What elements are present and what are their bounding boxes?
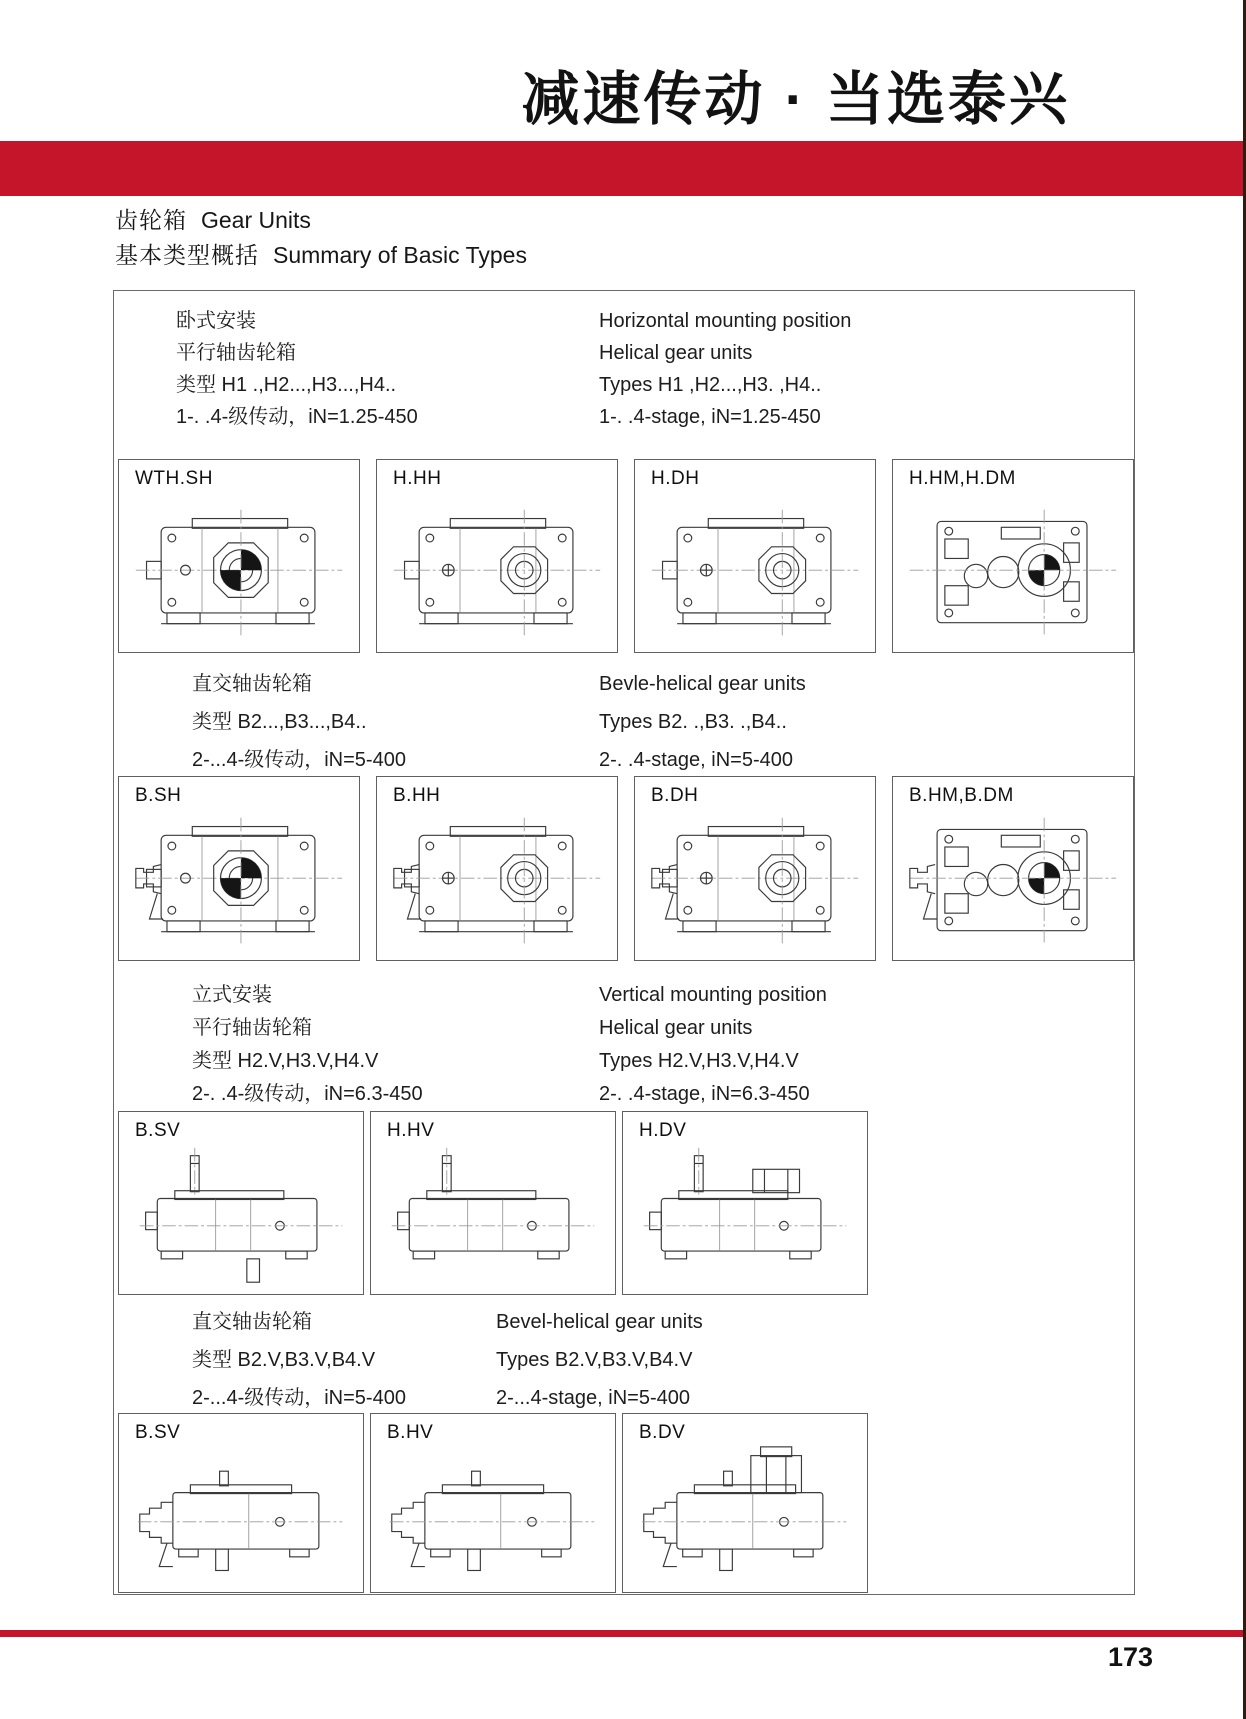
text-line: 立式安装 bbox=[192, 984, 272, 1006]
gear-unit-type-label: B.SV bbox=[135, 1120, 181, 1141]
section-2-text-cn bbox=[192, 665, 406, 779]
text-line: Types H2.V,H3.V,H4.V bbox=[599, 1050, 799, 1072]
gear-unit-type-label: B.SV bbox=[135, 1422, 181, 1443]
gear-unit-drawing bbox=[119, 502, 359, 648]
text-line: 类型 H1 .,H2...,H3...,H4.. bbox=[176, 374, 397, 396]
drawing-box bbox=[118, 1413, 364, 1593]
section-4-text-en bbox=[496, 1303, 703, 1417]
text-line: 1-. .4-级传动，iN=1.25-450 bbox=[176, 406, 418, 428]
gear-unit-drawing bbox=[119, 1442, 363, 1588]
gear-unit-type-label: H.HM,H.DM bbox=[909, 468, 1016, 489]
text-line: 2-...4-stage, iN=5-400 bbox=[496, 1387, 690, 1409]
subheading-line bbox=[115, 238, 527, 273]
text-line: Helical gear units bbox=[599, 1017, 753, 1039]
page-headings bbox=[115, 203, 527, 273]
drawing-box bbox=[118, 1111, 364, 1295]
gear-unit-type-label: H.DV bbox=[639, 1120, 687, 1141]
gear-unit-type-label: B.HV bbox=[387, 1422, 434, 1443]
drawing-box bbox=[622, 1111, 868, 1295]
text-line: 1-. .4-stage, iN=1.25-450 bbox=[599, 406, 821, 428]
text-line: Types H1 ,H2...,H3. ,H4.. bbox=[599, 374, 822, 396]
heading-line bbox=[115, 203, 527, 238]
section-1-text-cn bbox=[176, 305, 418, 433]
text-line: 2-. .4-级传动，iN=6.3-450 bbox=[192, 1083, 423, 1105]
drawing-box bbox=[118, 776, 360, 961]
gear-unit-drawing bbox=[623, 1442, 867, 1588]
text-line: Types B2.V,B3.V,B4.V bbox=[496, 1349, 693, 1371]
page-title: 减速传动 · 当选泰兴 bbox=[521, 67, 1070, 132]
text-line: 直交轴齿轮箱 bbox=[192, 1311, 312, 1333]
section-3-text-cn bbox=[192, 979, 423, 1111]
subheading-cn: 基本类型概括 bbox=[115, 242, 259, 268]
gear-unit-drawing bbox=[635, 502, 875, 648]
drawing-box bbox=[634, 776, 876, 961]
gear-unit-drawing bbox=[371, 1144, 615, 1290]
text-line: Bevel-helical gear units bbox=[496, 1311, 703, 1333]
drawing-box bbox=[376, 776, 618, 961]
drawing-box bbox=[892, 459, 1134, 653]
gear-unit-drawing bbox=[635, 810, 875, 956]
gear-unit-drawing bbox=[377, 502, 617, 648]
drawing-box bbox=[634, 459, 876, 653]
text-line: 平行轴齿轮箱 bbox=[176, 342, 296, 364]
gear-unit-drawing bbox=[371, 1442, 615, 1588]
subheading-en: Summary of Basic Types bbox=[273, 242, 527, 268]
section-2-text-en bbox=[599, 665, 806, 779]
drawing-box bbox=[892, 776, 1134, 961]
gear-unit-drawing bbox=[119, 1144, 363, 1290]
text-line: Horizontal mounting position bbox=[599, 310, 852, 332]
gear-unit-type-label: H.DH bbox=[651, 468, 700, 489]
drawing-box bbox=[376, 459, 618, 653]
drawing-box bbox=[370, 1111, 616, 1295]
text-line: 直交轴齿轮箱 bbox=[192, 673, 312, 695]
content-box bbox=[113, 290, 1135, 1595]
gear-unit-type-label: H.HV bbox=[387, 1120, 435, 1141]
gear-unit-type-label: B.HM,B.DM bbox=[909, 785, 1014, 806]
text-line: 类型 B2.V,B3.V,B4.V bbox=[192, 1349, 376, 1371]
text-line: Vertical mounting position bbox=[599, 984, 827, 1006]
gear-unit-drawing bbox=[893, 810, 1133, 956]
text-line: Bevle-helical gear units bbox=[599, 673, 806, 695]
text-line: Helical gear units bbox=[599, 342, 753, 364]
bottom-red-rule bbox=[0, 1630, 1243, 1637]
drawing-box bbox=[622, 1413, 868, 1593]
gear-unit-drawing bbox=[119, 810, 359, 956]
drawing-box bbox=[118, 459, 360, 653]
heading-cn: 齿轮箱 bbox=[115, 207, 187, 233]
heading-en: Gear Units bbox=[201, 207, 311, 233]
gear-unit-type-label: WTH.SH bbox=[135, 468, 213, 489]
gear-unit-type-label: B.DV bbox=[639, 1422, 686, 1443]
text-line: Types B2. .,B3. .,B4.. bbox=[599, 711, 787, 733]
text-line: 2-...4-级传动，iN=5-400 bbox=[192, 749, 406, 771]
drawing-box bbox=[370, 1413, 616, 1593]
gear-unit-type-label: B.DH bbox=[651, 785, 699, 806]
section-3-text-en bbox=[599, 979, 827, 1111]
top-red-band bbox=[0, 141, 1246, 196]
text-line: 类型 B2...,B3...,B4.. bbox=[192, 711, 367, 733]
text-line: 类型 H2.V,H3.V,H4.V bbox=[192, 1050, 379, 1072]
gear-unit-type-label: H.HH bbox=[393, 468, 442, 489]
page-number: 173 bbox=[1108, 1642, 1154, 1672]
gear-unit-drawing bbox=[377, 810, 617, 956]
gear-unit-drawing bbox=[893, 502, 1133, 648]
gear-unit-type-label: B.HH bbox=[393, 785, 441, 806]
text-line: 2-...4-级传动，iN=5-400 bbox=[192, 1387, 406, 1409]
text-line: 卧式安装 bbox=[176, 310, 256, 332]
text-line: 2-. .4-stage, iN=6.3-450 bbox=[599, 1083, 810, 1105]
gear-unit-drawing bbox=[623, 1144, 867, 1290]
section-4-text-cn bbox=[192, 1303, 406, 1417]
text-line: 平行轴齿轮箱 bbox=[192, 1017, 312, 1039]
gear-unit-type-label: B.SH bbox=[135, 785, 182, 806]
text-line: 2-. .4-stage, iN=5-400 bbox=[599, 749, 793, 771]
section-1-text-en bbox=[599, 305, 851, 433]
